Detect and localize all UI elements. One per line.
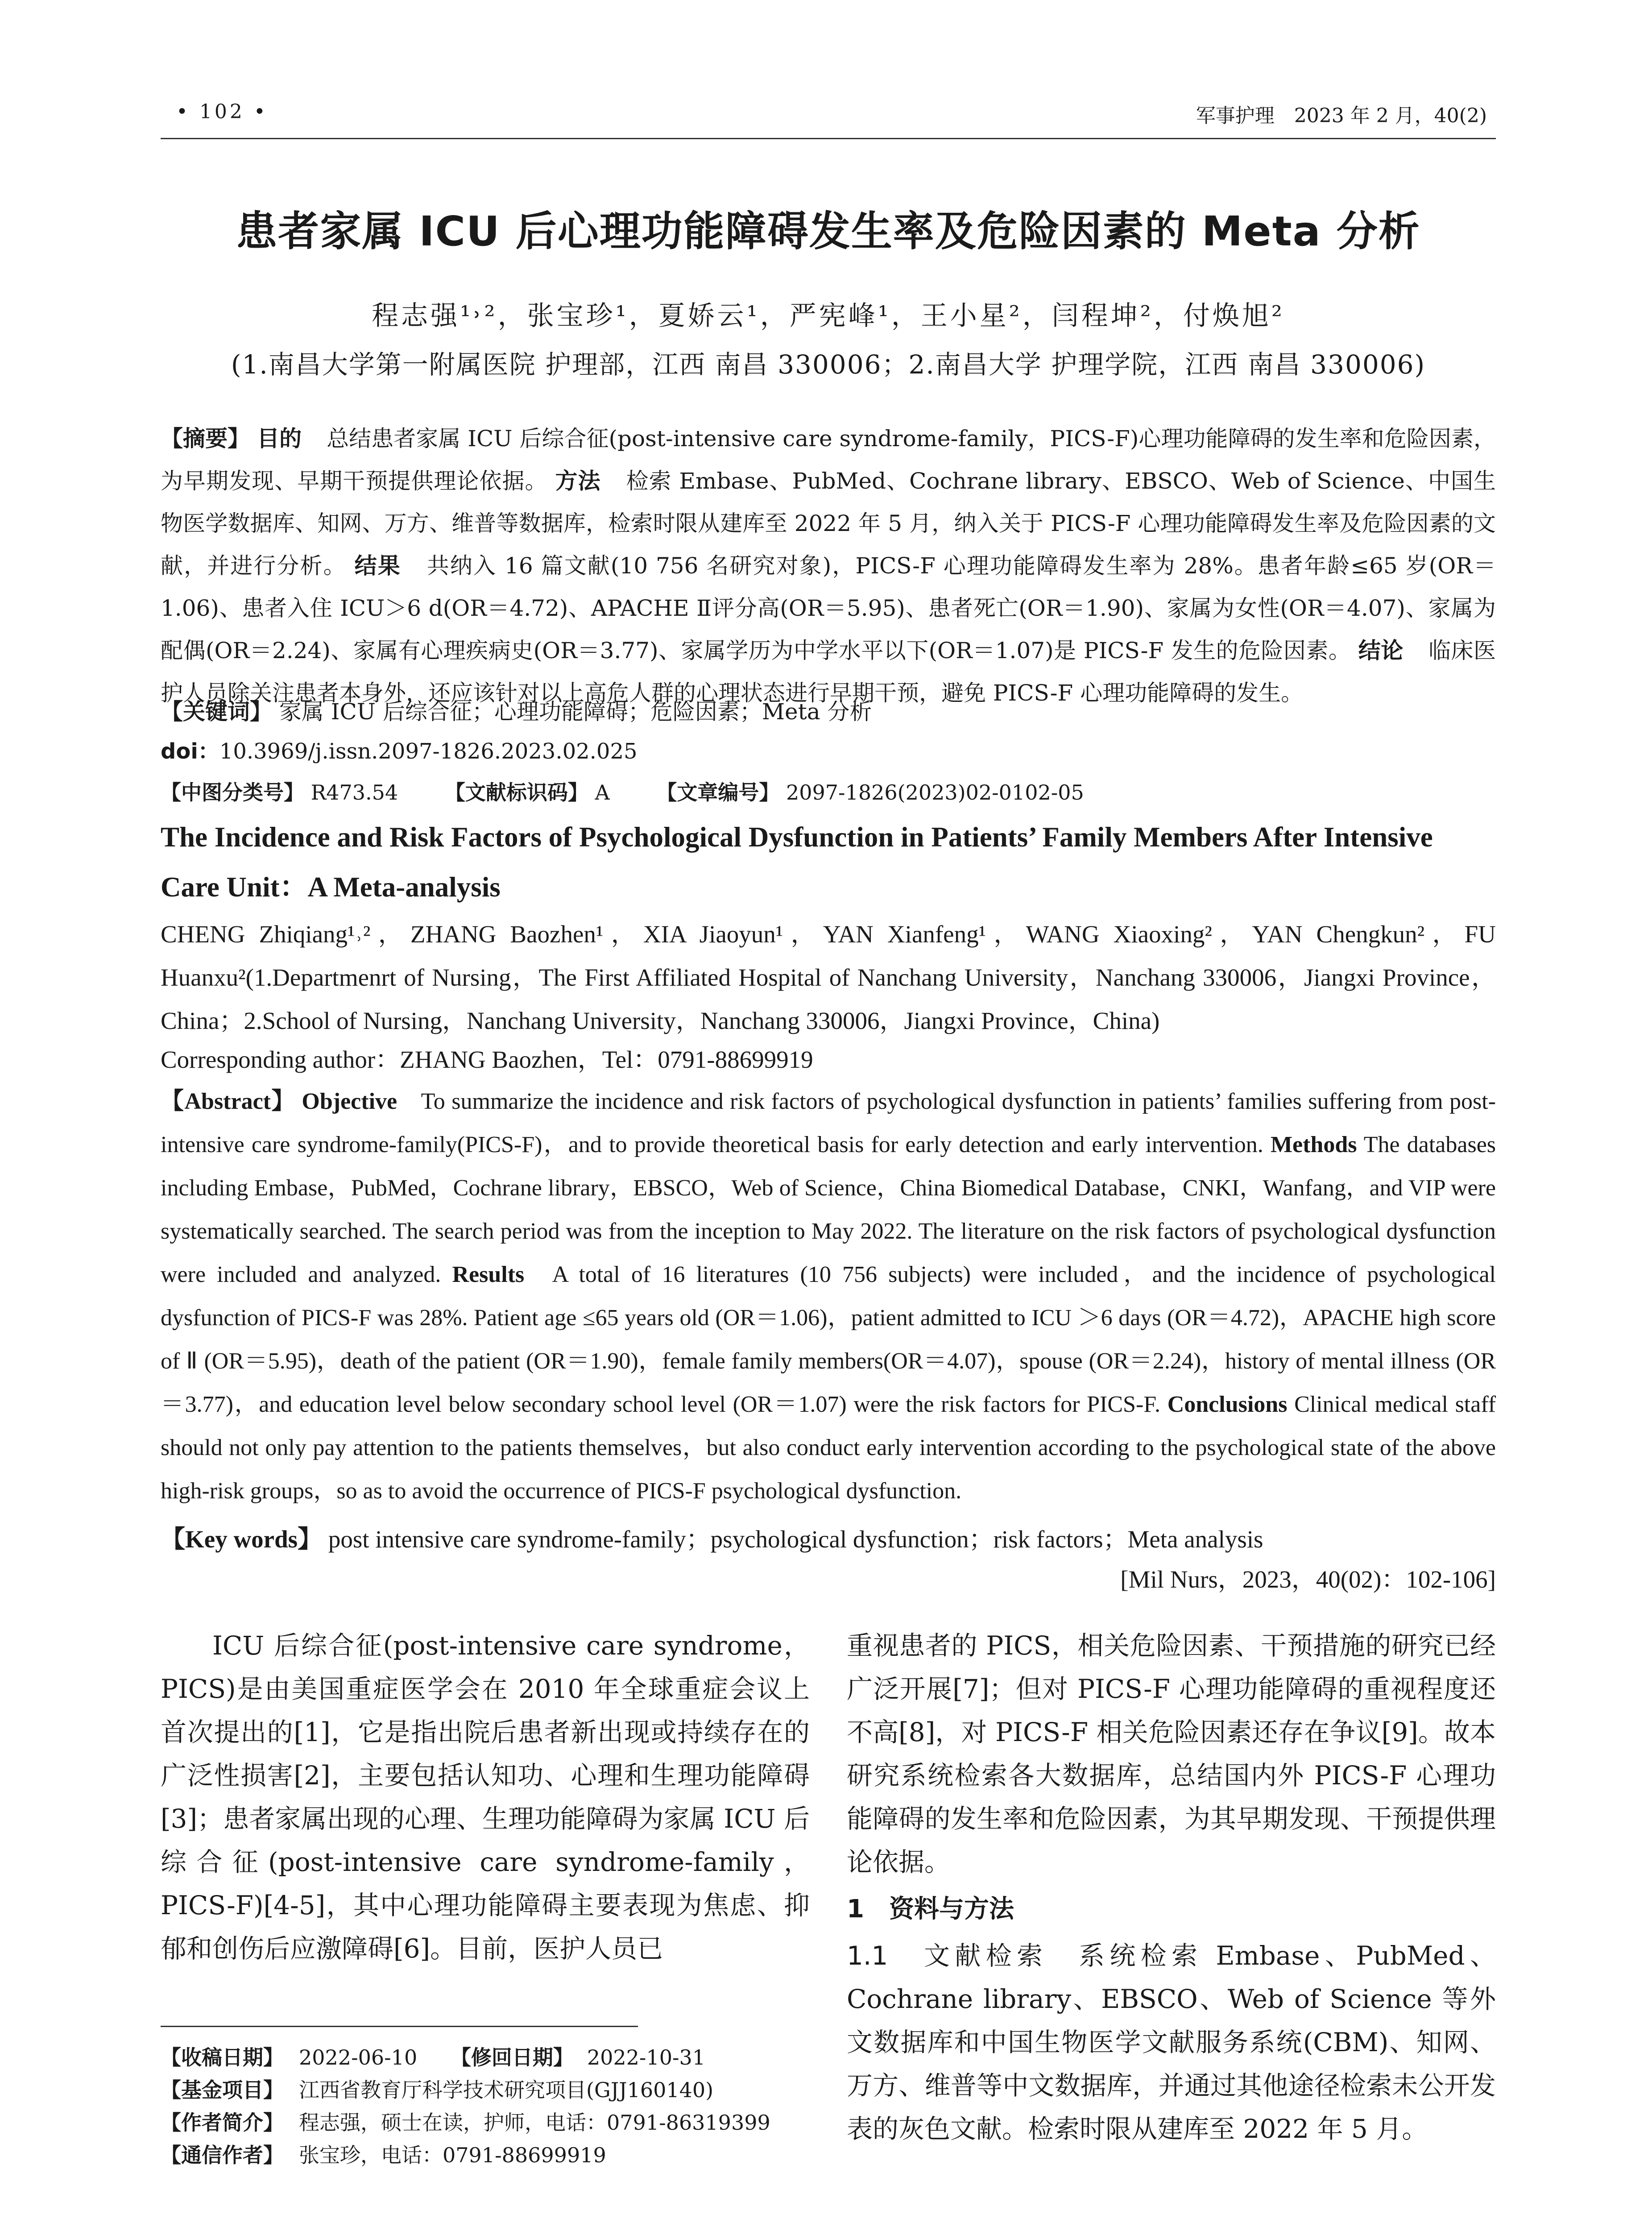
subsection-heading: 1.1 文献检索 xyxy=(847,1941,1048,1971)
received-revised-line xyxy=(161,2041,810,2074)
revised-date: 2022-10-31 xyxy=(587,2045,706,2069)
author-bio-label: 【作者简介】 xyxy=(161,2111,284,2135)
doi-line xyxy=(161,734,1496,765)
results-text: 共纳入 16 篇文献(10 756 名研究对象)，PICS-F 心理功能障碍发生率为 28%。患者年龄≤65 岁(OR＝1.06)、患者入住 ICU＞6 d(OR＝4.72)、APACHE Ⅱ评分高(OR＝5.95)、患者死亡(OR＝1.90)、家属为女性(OR＝4.07)、家属为配偶(OR＝2.24)、家属有心理疾病史(OR＝3.77)、家属学历为中学水平以下(OR＝1.07)是 PICS-F 发生的危险因素。 xyxy=(161,553,1496,663)
chinese-title: 患者家属 ICU 后心理功能障碍发生率及危险因素的 Meta 分析 xyxy=(236,207,1420,255)
clc-value: R473.54 xyxy=(311,780,398,804)
conclusions-en-text: Clinical medical staff should not only pay attention to the patients themselves，but also conduct early intervention according to the psychological state of the above high-risk groups，so as to avoid the occurrence of PICS-F psychological dysfunction. xyxy=(161,1392,1496,1504)
corresponding-label: 【通信作者】 xyxy=(161,2143,284,2167)
author-bio-text: 程志强，硕士在读，护师，电话：0791-86319399 xyxy=(299,2111,770,2135)
body-left-column xyxy=(161,1624,810,1970)
received-label: 【收稿日期】 xyxy=(161,2045,284,2069)
results-label: 结果 xyxy=(354,553,401,579)
methods-en-label: Methods xyxy=(1270,1132,1357,1157)
body-right-column xyxy=(847,1624,1496,2151)
search-method-text: 系统检索 Embase、PubMed、Cochrane library、EBSCO、Web of Science 等外文数据库和中国生物医学文献服务系统(CBM)、知网、万方、维普等中文数据库，并通过其他途径检索未公开发表的灰色文献。检索时限从建库至 2022 年 5 月。 xyxy=(847,1941,1496,2144)
keywords-en-text: post intensive care syndrome-family；psychological dysfunction；risk factors；Meta analysis xyxy=(328,1526,1263,1553)
doc-code-value: A xyxy=(595,780,610,804)
intro-paragraph: ICU 后综合征(post-intensive care syndrome，PICS)是由美国重症医学会在 2010 年全球重症会议上首次提出的[1]，它是指出院后患者新出现或持续存在的广泛性损害[2]，主要包括认知功、心理和生理功能障碍[3]；患者家属出现的心理、生理功能障碍为家属 ICU 后综合征(post-intensive care syndrome-family，PICS-F)[4-5]，其中心理功能障碍主要表现为焦虑、抑郁和创伤后应激障碍[6]。目前，医护人员已 xyxy=(161,1630,810,1964)
article-number-value: 2097-1826(2023)02-0102-05 xyxy=(786,780,1084,804)
doc-code-label: 【文献标识码】 xyxy=(444,780,588,804)
chinese-abstract xyxy=(161,418,1496,714)
abstract-en-label: 【Abstract】 xyxy=(161,1089,295,1114)
keywords-en-label: 【Key words】 xyxy=(161,1526,323,1553)
section-heading: 1 资料与方法 xyxy=(847,1895,1014,1924)
objective-en-label: Objective xyxy=(302,1089,397,1114)
english-keywords xyxy=(161,1519,1496,1555)
fund-text: 江西省教育厅科学技术研究项目(GJJ160140) xyxy=(299,2078,714,2102)
article-number-label: 【文章编号】 xyxy=(656,780,780,804)
keywords-text: 家属 ICU 后综合征；心理功能障碍；危险因素；Meta 分析 xyxy=(279,699,872,725)
author-bio-line xyxy=(161,2107,810,2139)
doi-label: doi： xyxy=(161,739,219,764)
corresponding-line xyxy=(161,2139,810,2172)
fund-label: 【基金项目】 xyxy=(161,2078,284,2102)
classification-line xyxy=(161,776,1496,806)
subsection-paragraph xyxy=(847,1934,1496,2151)
intro-paragraph-continued: 重视患者的 PICS，相关危险因素、干预措施的研究已经广泛开展[7]；但对 PICS-F 心理功能障碍的重视程度还不高[8]，对 PICS-F 相关危险因素还存在争议[9]。故本研究系统检索各大数据库，总结国内外 PICS-F 心理功能障碍的发生率和危险因素，为其早期发现、干预提供理论依据。 xyxy=(847,1630,1496,1877)
methods-text: 检索 Embase、PubMed、Cochrane library、EBSCO、Web of Science、中国生物医学数据库、知网、万方、维普等数据库，检索时限从建库至 2022 年 5 月，纳入关于 PICS-F 心理功能障碍发生率及危险因素的文献，并进行分析。 xyxy=(161,468,1496,579)
corresponding-author: Corresponding author：ZHANG Baozhen，Tel：0791-88699919 xyxy=(161,1046,813,1073)
citation: [Mil Nurs，2023，40(02)：102-106] xyxy=(1120,1566,1496,1593)
fund-line xyxy=(161,2074,810,2107)
footnote-divider xyxy=(161,2026,638,2027)
journal-info: 军事护理 2023 年 2 月，40(2) xyxy=(1196,104,1487,127)
methods-label: 方法 xyxy=(555,468,601,494)
chinese-keywords xyxy=(161,694,1496,726)
conclusion-text: 临床医护人员除关注患者本身外，还应该针对以上高危人群的心理状态进行早期干预，避免 PICS-F 心理功能障碍的发生。 xyxy=(161,638,1496,706)
doi-value: 10.3969/j.issn.2097-1826.2023.02.025 xyxy=(219,739,638,764)
english-authors: CHENG Zhiqiang¹˒²，ZHANG Baozhen¹，XIA Jiaoyun¹，YAN Xianfeng¹，WANG Xiaoxing²，YAN Chengkun²，FU Huanxu²(1.Departmenrt of Nursing，The First Affiliated Hospital of Nanchang University，Nanchang 330006，Jiangxi Province，China；2.School of Nursing，Nanchang University，Nanchang 330006，Jiangxi Province，China) xyxy=(161,921,1496,1034)
conclusion-label: 结论 xyxy=(1358,638,1404,663)
results-en-label: Results xyxy=(452,1262,525,1287)
page-number: • 102 • xyxy=(176,100,268,123)
abstract-label: 【摘要】 xyxy=(161,426,250,452)
chinese-authors: 程志强¹˒²，张宝珍¹，夏娇云¹，严宪峰¹，王小星²，闫程坤²，付焕旭² xyxy=(372,300,1285,332)
conclusions-en-label: Conclusions xyxy=(1167,1392,1288,1417)
objective-en-text: To summarize the incidence and risk factors of psychological dysfunction in patients’ families suffering from post-intensive care syndrome-family(PICS-F)，and to provide theoretical basis for early detection and early intervention. xyxy=(161,1089,1496,1157)
corresponding-text: 张宝珍，电话：0791-88699919 xyxy=(299,2143,606,2167)
clc-label: 【中图分类号】 xyxy=(161,780,304,804)
english-title: The Incidence and Risk Factors of Psychological Dysfunction in Patients’ Family Members After Intensive Care Unit：A Meta-analysis xyxy=(161,821,1433,903)
chinese-affiliation: (1.南昌大学第一附属医院 护理部，江西 南昌 330006；2.南昌大学 护理学院，江西 南昌 330006) xyxy=(231,349,1426,380)
header-divider xyxy=(161,138,1496,139)
keywords-label: 【关键词】 xyxy=(161,699,272,725)
results-en-text: A total of 16 literatures (10 756 subjects) were included，and the incidence of psychological dysfunction of PICS-F was 28%. Patient age ≤65 years old (OR＝1.06)，patient admitted to ICU ＞6 days (OR＝4.72)，APACHE high score of Ⅱ (OR＝5.95)，death of the patient (OR＝1.90)，female family members(OR＝4.07)，spouse (OR＝2.24)，history of mental illness (OR＝3.77)，and education level below secondary school level (OR＝1.07) were the risk factors for PICS-F. xyxy=(161,1262,1496,1417)
methods-en-text: The databases including Embase，PubMed，Cochrane library，EBSCO，Web of Science，China Biomedical Database，CNKI，Wanfang，and VIP were systematically searched. The search period was from the inception to May 2022. The literature on the risk factors of psychological dysfunction were included and analyzed. xyxy=(161,1132,1496,1287)
objective-label: 目的 xyxy=(257,426,302,452)
footnotes xyxy=(161,2041,810,2172)
revised-label: 【修回日期】 xyxy=(450,2045,574,2069)
objective-text: 总结患者家属 ICU 后综合征(post-intensive care syndrome-family，PICS-F)心理功能障碍的发生率和危险因素，为早期发现、早期干预提供理论依据。 xyxy=(161,426,1496,494)
received-date: 2022-06-10 xyxy=(299,2045,418,2069)
english-abstract xyxy=(161,1080,1496,1513)
